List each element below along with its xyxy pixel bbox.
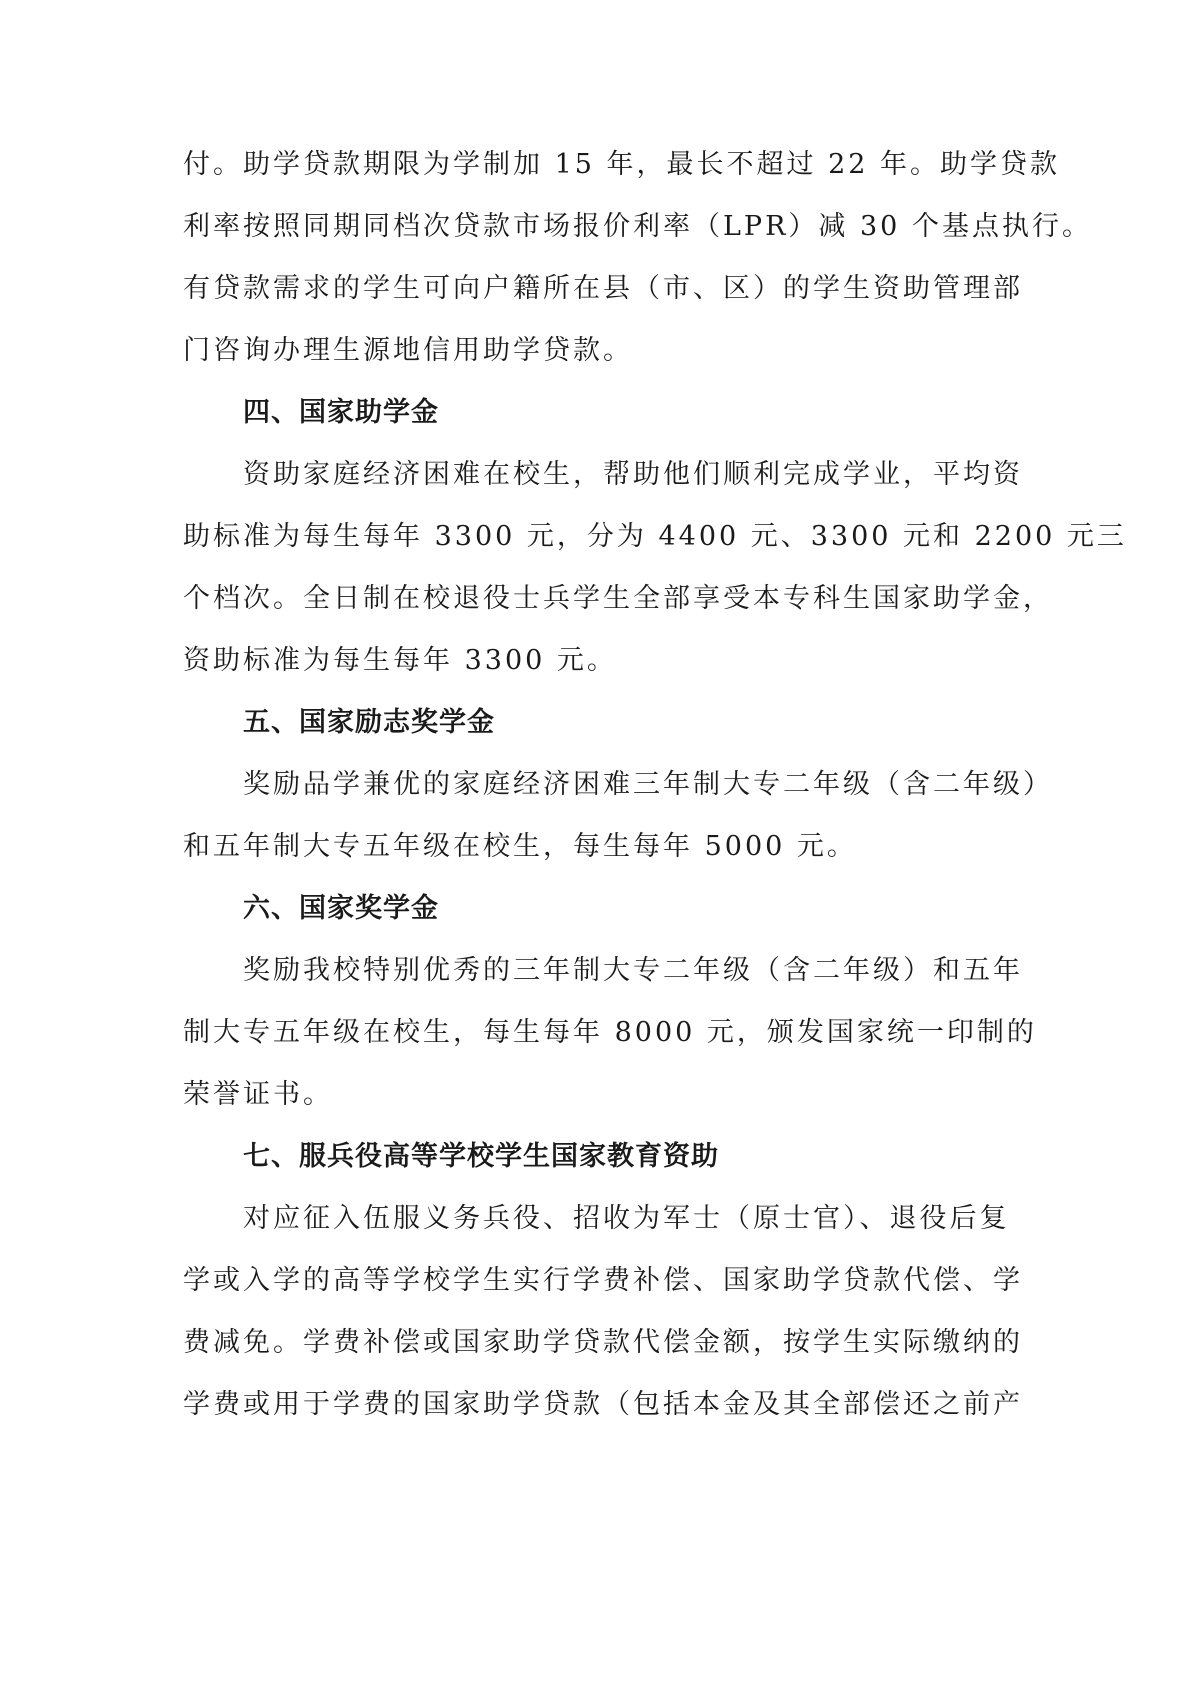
section-heading-6: 六、国家奖学金	[243, 893, 439, 924]
paragraph-line: 荣誉证书。	[183, 1079, 333, 1110]
paragraph-line: 学或入学的高等学校学生实行学费补偿、国家助学贷款代偿、学	[183, 1265, 1023, 1296]
paragraph-line: 个档次。全日制在校退役士兵学生全部享受本专科生国家助学金，	[183, 583, 1053, 614]
paragraph-line: 奖励品学兼优的家庭经济困难三年制大专二年级（含二年级）	[243, 769, 1053, 800]
paragraph-line: 资助标准为每生每年 3300 元。	[183, 645, 617, 676]
paragraph-line: 有贷款需求的学生可向户籍所在县（市、区）的学生资助管理部	[183, 273, 1023, 304]
paragraph-line: 奖励我校特别优秀的三年制大专二年级（含二年级）和五年	[243, 955, 1023, 986]
paragraph-line: 门咨询办理生源地信用助学贷款。	[183, 335, 633, 366]
section-heading-4: 四、国家助学金	[243, 397, 439, 428]
paragraph-line: 利率按照同期同档次贷款市场报价利率（LPR）减 30 个基点执行。	[183, 211, 1092, 242]
paragraph-line: 助标准为每生每年 3300 元，分为 4400 元、3300 元和 2200 元三	[183, 521, 1127, 552]
section-heading-7: 七、服兵役高等学校学生国家教育资助	[243, 1141, 719, 1172]
paragraph-line: 费减免。学费补偿或国家助学贷款代偿金额，按学生实际缴纳的	[183, 1327, 1023, 1358]
paragraph-line: 和五年制大专五年级在校生，每生每年 5000 元。	[183, 831, 857, 862]
paragraph-line: 付。助学贷款期限为学制加 15 年，最长不超过 22 年。助学贷款	[183, 149, 1061, 180]
paragraph-line: 对应征入伍服义务兵役、招收为军士（原士官）、退役后复	[243, 1203, 1010, 1234]
section-heading-5: 五、国家励志奖学金	[243, 707, 495, 738]
paragraph-line: 学费或用于学费的国家助学贷款（包括本金及其全部偿还之前产	[183, 1389, 1023, 1420]
paragraph-line: 制大专五年级在校生，每生每年 8000 元，颁发国家统一印制的	[183, 1017, 1037, 1048]
paragraph-line: 资助家庭经济困难在校生，帮助他们顺利完成学业，平均资	[243, 459, 1023, 490]
